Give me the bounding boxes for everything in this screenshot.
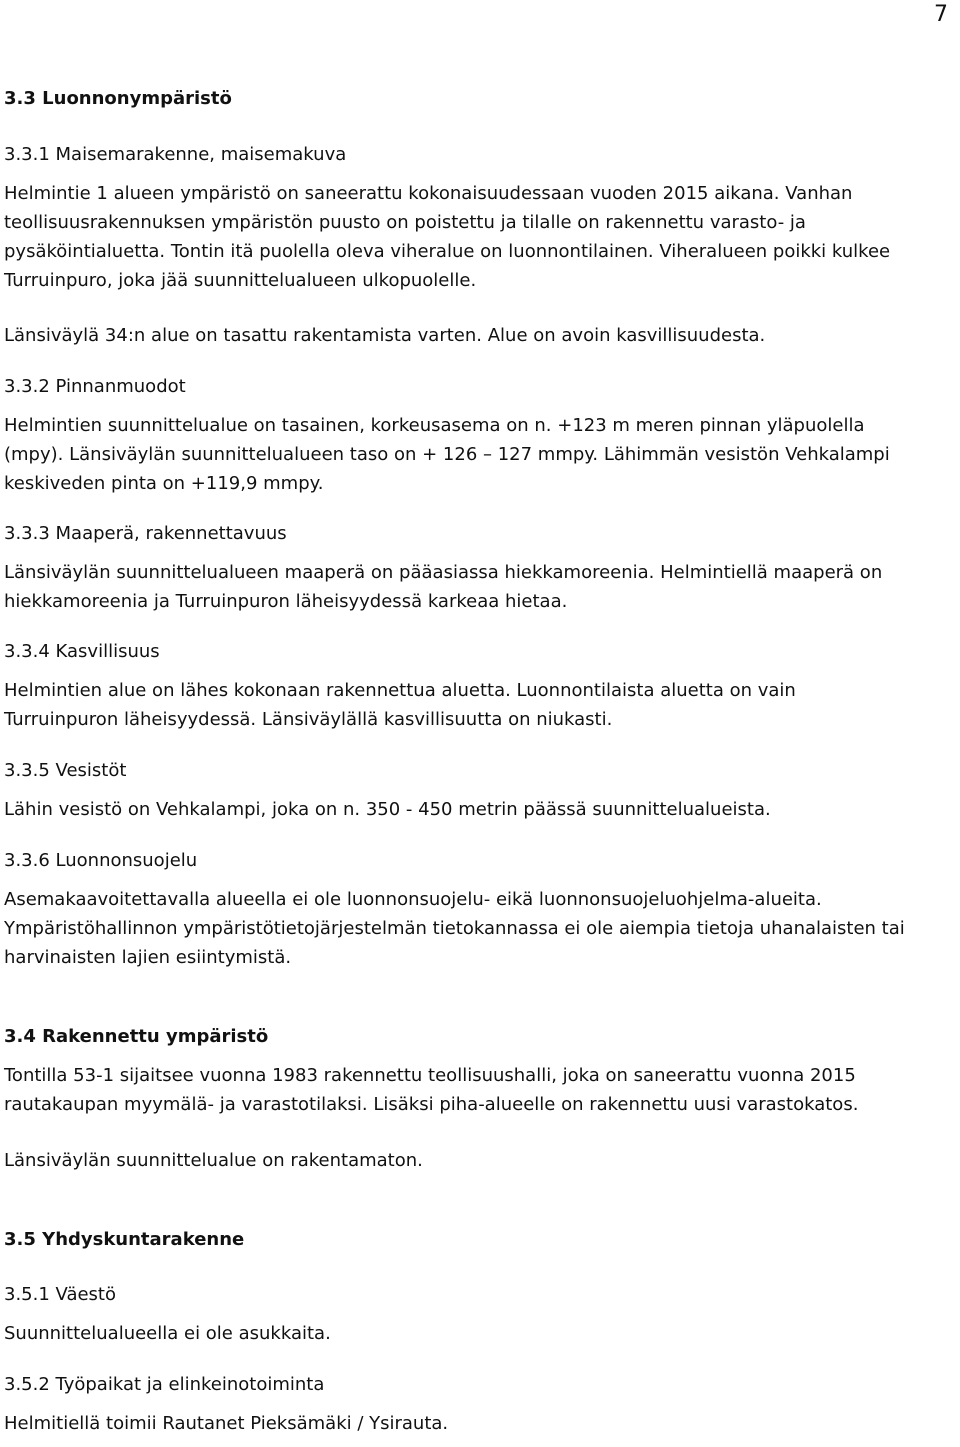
text-line: 3.5.2 Työpaikat ja elinkeinotoiminta — [4, 1374, 325, 1395]
text-line: Turruinpuron läheisyydessä. Länsiväylällä kasvillisuutta on niukasti. — [4, 709, 613, 730]
section-heading — [4, 1370, 954, 1399]
text-line: Asemakaavoitettavalla alueella ei ole luonnonsuojelu- eikä luonnonsuojeluohjelma-alueita. — [4, 889, 822, 910]
text-line: 3.3.3 Maaperä, rakennettavuus — [4, 523, 287, 544]
section-heading — [4, 372, 954, 401]
text-line: keskiveden pinta on +119,9 mmpy. — [4, 473, 324, 494]
text-line: teollisuusrakennuksen ympäristön puusto on poistettu ja tilalle on rakennettu varasto- ja — [4, 212, 806, 233]
paragraph — [4, 885, 954, 972]
text-line: 3.5 Yhdyskuntarakenne — [4, 1229, 245, 1250]
text-line: Ympäristöhallinnon ympäristötietojärjestelmän tietokannassa ei ole aiempia tietoja uhanalaisten tai — [4, 918, 905, 939]
text-line: 3.3.5 Vesistöt — [4, 760, 127, 781]
text-line: hiekkamoreenia ja Turruinpuron läheisyydessä karkeaa hietaa. — [4, 591, 568, 612]
paragraph — [4, 676, 954, 734]
text-line: 3.3 Luonnonympäristö — [4, 88, 232, 109]
section-heading — [4, 756, 954, 785]
section-heading — [4, 637, 954, 666]
text-line: 3.5.1 Väestö — [4, 1284, 116, 1305]
paragraph — [4, 795, 954, 824]
section-heading — [4, 140, 954, 169]
text-line: (mpy). Länsiväylän suunnittelualueen taso on + 126 – 127 mmpy. Lähimmän vesistön Vehkalampi — [4, 444, 890, 465]
page-number: 7 — [934, 2, 948, 27]
text-line: Helmintien alue on lähes kokonaan rakennettua aluetta. Luonnontilaista aluetta on vain — [4, 680, 796, 701]
text-line: 3.3.2 Pinnanmuodot — [4, 376, 186, 397]
text-line: Suunnittelualueella ei ole asukkaita. — [4, 1323, 331, 1344]
text-line: Länsiväylä 34:n alue on tasattu rakentamista varten. Alue on avoin kasvillisuudesta. — [4, 325, 766, 346]
text-line: Lähin vesistö on Vehkalampi, joka on n. 350 - 450 metrin päässä suunnittelualueista. — [4, 799, 771, 820]
text-line: 3.3.1 Maisemarakenne, maisemakuva — [4, 144, 347, 165]
text-line: Länsiväylän suunnittelualueen maaperä on pääasiassa hiekkamoreenia. Helmintiellä maaperä on — [4, 562, 883, 583]
text-line: Länsiväylän suunnittelualue on rakentamaton. — [4, 1150, 423, 1171]
paragraph — [4, 179, 954, 295]
paragraph — [4, 1409, 954, 1438]
text-line: harvinaisten lajien esiintymistä. — [4, 947, 292, 968]
paragraph — [4, 411, 954, 498]
text-line: Helmintie 1 alueen ympäristö on saneerattu kokonaisuudessaan vuoden 2015 aikana. Vanhan — [4, 183, 853, 204]
text-line: rautakaupan myymälä- ja varastotilaksi. Lisäksi piha-alueelle on rakennettu uusi varastokatos. — [4, 1094, 859, 1115]
section-heading — [4, 846, 954, 875]
text-line: Helmitiellä toimii Rautanet Pieksämäki / Ysirauta. — [4, 1413, 449, 1434]
section-heading — [4, 84, 954, 113]
section-heading — [4, 1280, 954, 1309]
paragraph — [4, 1146, 954, 1175]
text-line: 3.4 Rakennettu ympäristö — [4, 1026, 269, 1047]
text-line: Tontilla 53-1 sijaitsee vuonna 1983 rakennettu teollisuushalli, joka on saneerattu vuonna 2015 — [4, 1065, 856, 1086]
text-line: pysäköintialuetta. Tontin itä puolella oleva viheralue on luonnontilainen. Viheralueen poikki kulkee — [4, 241, 891, 262]
text-line: Turruinpuro, joka jää suunnittelualueen ulkopuolelle. — [4, 270, 477, 291]
section-heading — [4, 1225, 954, 1254]
paragraph — [4, 321, 954, 350]
text-line: 3.3.6 Luonnonsuojelu — [4, 850, 198, 871]
paragraph — [4, 558, 954, 616]
section-heading — [4, 1022, 954, 1051]
text-line: 3.3.4 Kasvillisuus — [4, 641, 160, 662]
section-heading — [4, 519, 954, 548]
paragraph — [4, 1319, 954, 1348]
text-line: Helmintien suunnittelualue on tasainen, korkeusasema on n. +123 m meren pinnan yläpuolella — [4, 415, 865, 436]
paragraph — [4, 1061, 954, 1119]
